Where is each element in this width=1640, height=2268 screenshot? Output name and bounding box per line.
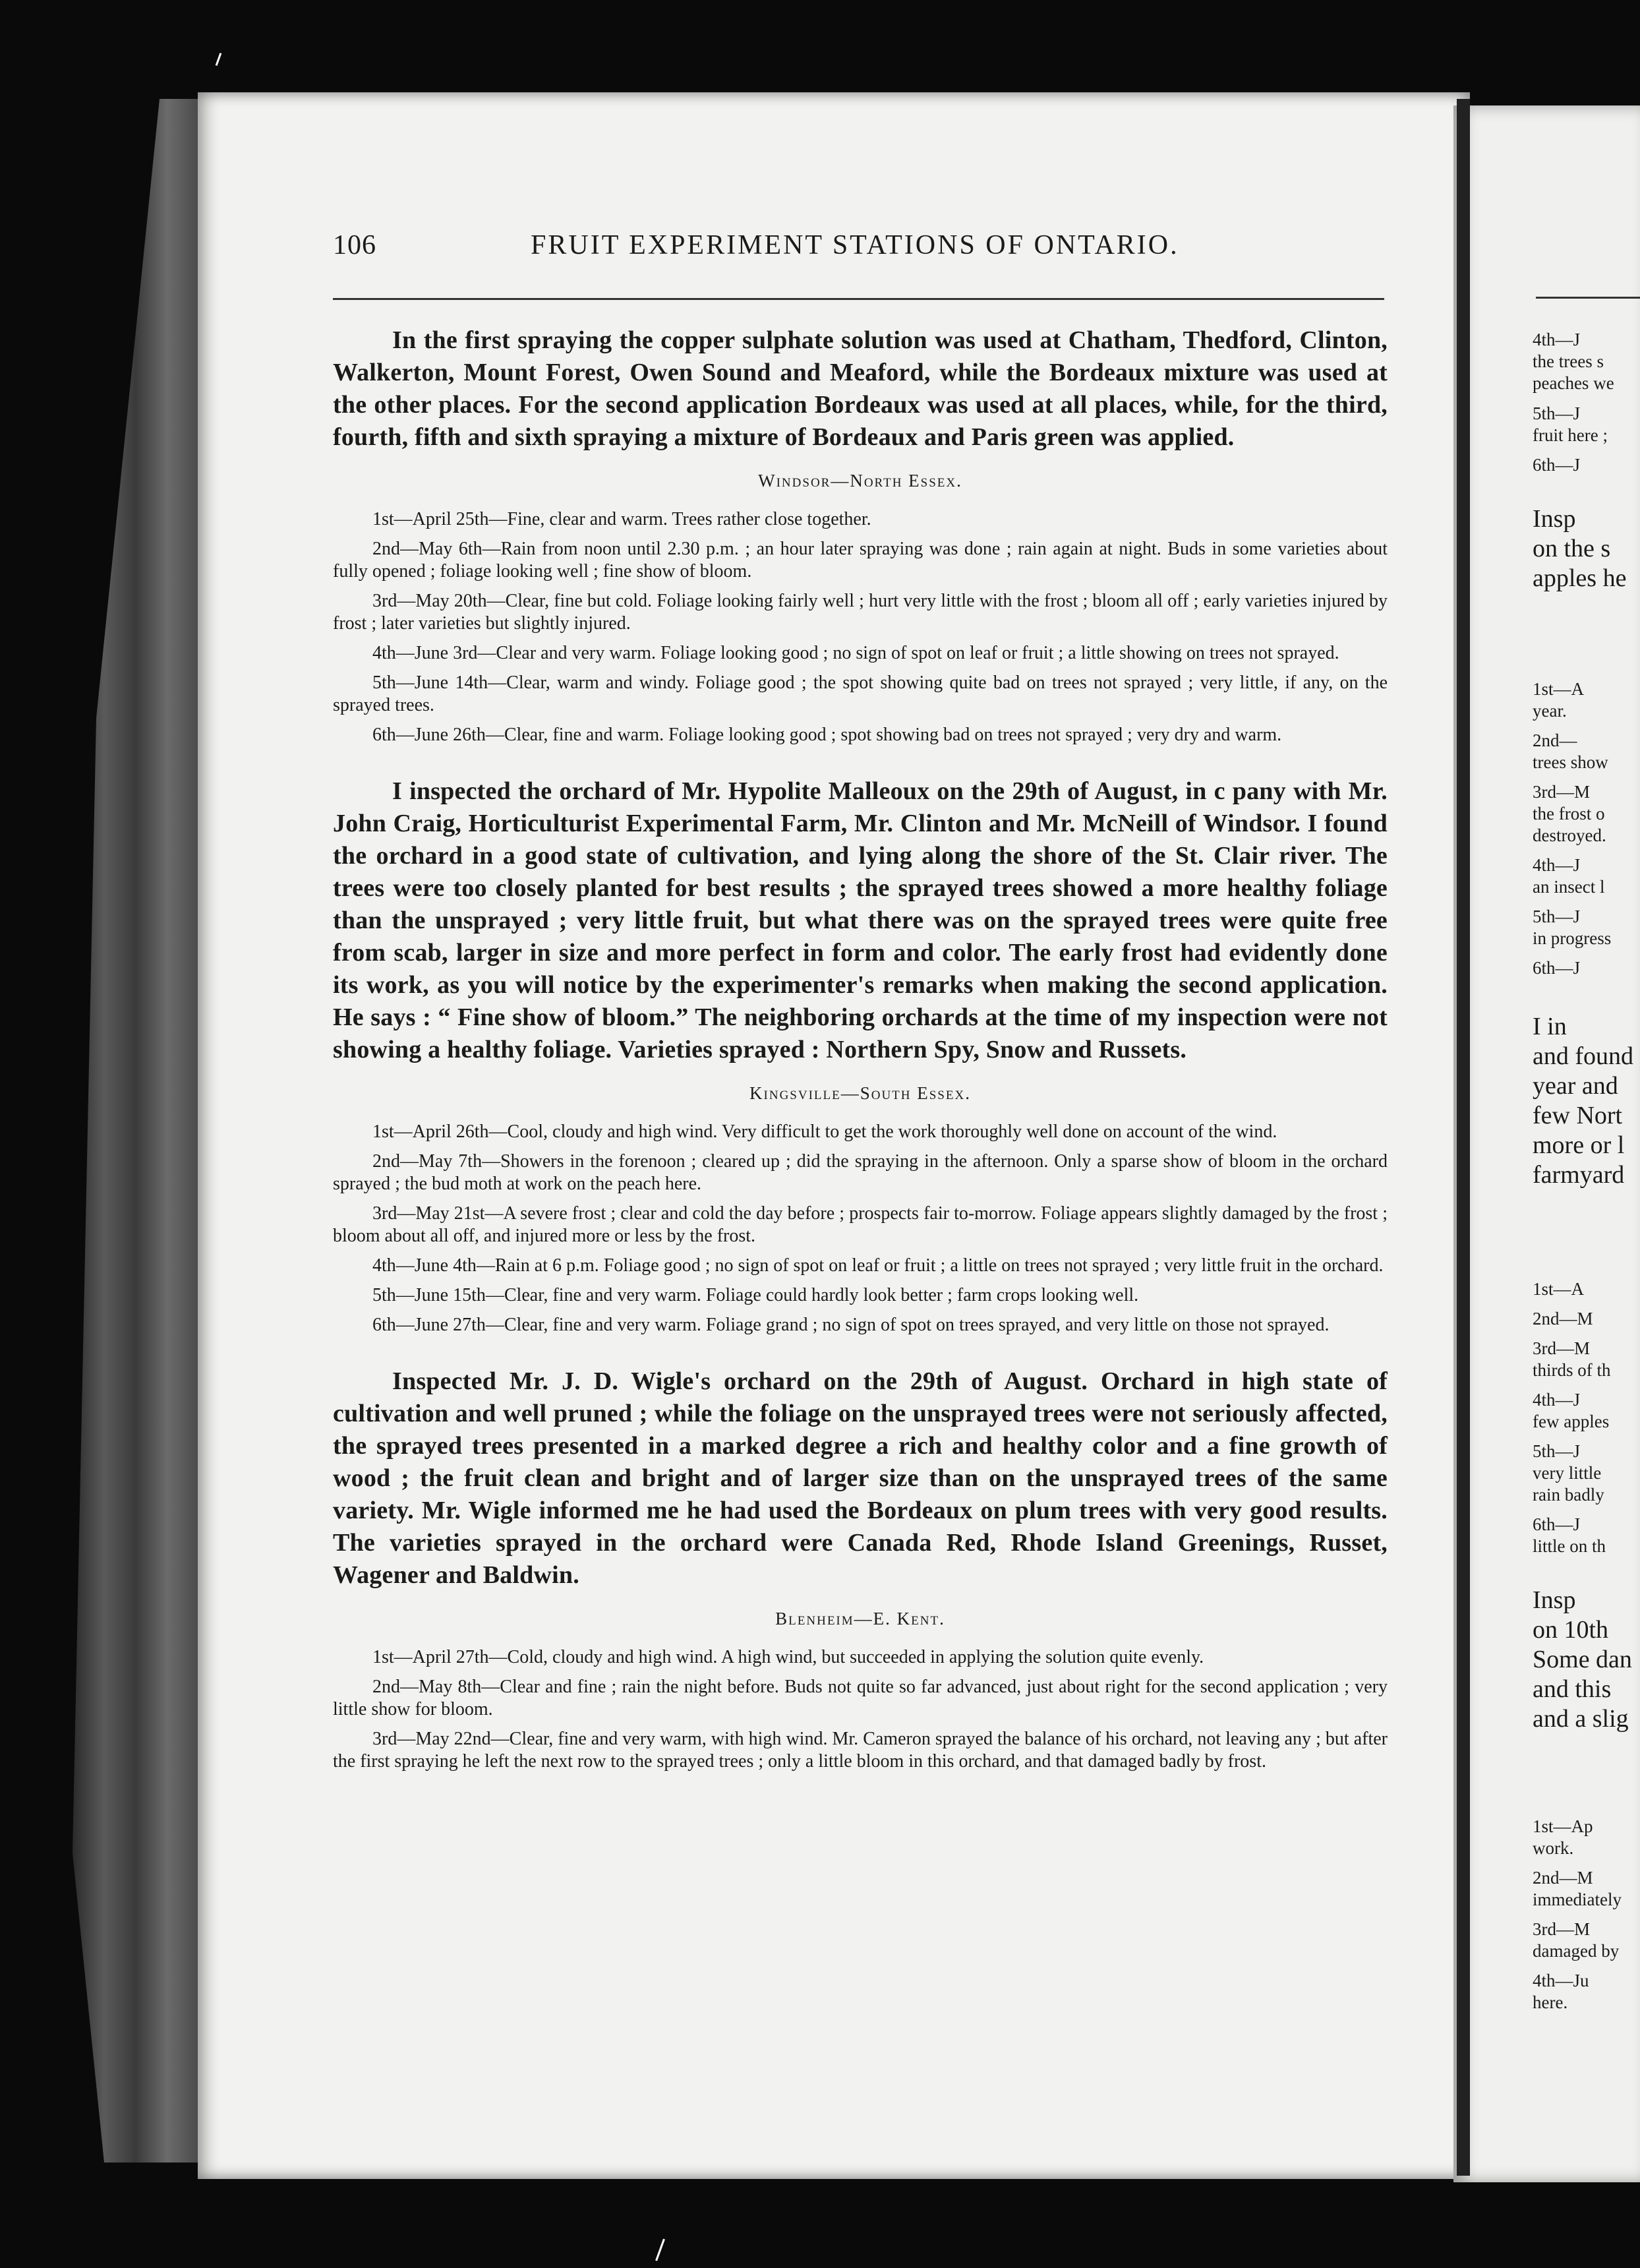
right-page-line: 4th—Ju [1533, 1971, 1589, 1990]
section-heading-kingsville: Kingsville—South Essex. [749, 1083, 971, 1103]
right-page-line: immediately [1533, 1890, 1622, 1909]
right-page-line: very little [1533, 1463, 1602, 1483]
kingsville-entries [333, 1121, 1388, 1336]
windsor-entries [333, 508, 1388, 746]
list-item: 5th—June 15th—Clear, fine and very warm. Foliage could hardly look better ; farm crops looking well. [372, 1285, 1139, 1305]
right-page-line: 4th—J [1533, 1390, 1581, 1410]
page-body [333, 324, 1388, 1802]
section-heading-windsor: Windsor—North Essex. [758, 471, 962, 491]
blenheim-entries [333, 1646, 1388, 1773]
right-page-line: and a slig [1533, 1705, 1629, 1733]
right-page-line: little on th [1533, 1536, 1606, 1556]
right-page-line: on the s [1533, 535, 1611, 562]
right-page-line: 1st—Ap [1533, 1816, 1593, 1836]
page-number: 106 [333, 230, 376, 260]
right-page-line: more or l [1533, 1131, 1625, 1159]
right-page-line: apples he [1533, 564, 1627, 592]
right-page-line: 1st—A [1533, 679, 1585, 699]
right-page-line: here. [1533, 1992, 1568, 2012]
intro-paragraph: In the first spraying the copper sulphate solution was used at Chatham, Thedford, Clinton, Walkerton, Mount Forest, Owen Sound and Meaford, while the Bordeaux mixture was used at the other places. For the second application Bordeaux was used at all places, while, for the third, fourth, fifth and sixth spraying a mixture of Bordeaux and Paris green was applied. [333, 326, 1388, 451]
list-item: 1st—April 26th—Cool, cloudy and high wind. Very difficult to get the work thoroughly well done on account of the wind. [372, 1121, 1277, 1142]
right-page-line: and found [1533, 1042, 1634, 1070]
section-heading-blenheim: Blenheim—E. Kent. [775, 1609, 945, 1628]
right-page-line: the trees s [1533, 351, 1604, 371]
right-page-line: work. [1533, 1838, 1574, 1858]
right-page-line: 1st—A [1533, 1279, 1585, 1299]
right-page-line: 6th—J [1533, 455, 1581, 475]
right-page-line: an insect l [1533, 877, 1605, 897]
list-item: 3rd—May 20th—Clear, fine but cold. Foliage looking fairly well ; hurt very little with the frost ; bloom all off ; early varieties injured by frost ; later varieties but slightly injured. [333, 591, 1388, 634]
right-page-line: thirds of th [1533, 1360, 1611, 1380]
list-item: 1st—April 25th—Fine, clear and warm. Trees rather close together. [372, 509, 871, 529]
right-page-line: Insp [1533, 1586, 1576, 1614]
right-page-line: Insp [1533, 505, 1576, 533]
list-item: 3rd—May 22nd—Clear, fine and very warm, with high wind. Mr. Cameron sprayed the balance of his orchard, not leaving any ; but after the first spraying he left the next row to the sprayed trees ; only a little bloom in this orchard, and that damaged badly by frost. [333, 1729, 1388, 1772]
right-page-line: 3rd—M [1533, 1919, 1590, 1939]
book-gutter [1457, 99, 1470, 2176]
windsor-report: I inspected the orchard of Mr. Hypolite Malleoux on the 29th of August, in c pany with Mr. John Craig, Horticulturist Experimental Farm, Mr. Clinton and Mr. McNeill of Windsor. I found the orchard in a good state of cultivation, and lying along the shore of the St. Clair river. The trees were too closely planted for best results ; the sprayed trees showed a more healthy foliage than the unsprayed ; very little fruit, but what there was on the sprayed trees were quite free from scab, larger in size and more perfect in form and color. The early frost had evidently done its work, as you will notice by the experimenter's remarks when making the second application. He says : “ Fine show of bloom.” The neighboring orchards at the time of my inspection were not showing a healthy foliage. Varieties sprayed : Northern Spy, Snow and Russets. [333, 777, 1388, 1063]
header-rule [333, 298, 1384, 300]
right-page-line: 6th—J [1533, 1514, 1581, 1534]
right-page-line: the frost o [1533, 804, 1605, 823]
right-page-line: rain badly [1533, 1485, 1604, 1505]
right-page-line: in progress [1533, 928, 1612, 948]
list-item: 3rd—May 21st—A severe frost ; clear and cold the day before ; prospects fair to-morrow. Foliage appears slightly damaged by the frost ; bloom about all off, and injured more or less by the frost. [333, 1203, 1388, 1246]
right-page-line: damaged by [1533, 1941, 1620, 1961]
right-page-line: and this [1533, 1675, 1612, 1703]
right-page-line: 4th—J [1533, 330, 1581, 349]
right-page-line: destroyed. [1533, 825, 1606, 845]
right-page-line: 2nd—M [1533, 1868, 1593, 1888]
right-page-line: year and [1533, 1072, 1618, 1100]
list-item: 2nd—May 6th—Rain from noon until 2.30 p.m. ; an hour later spraying was done ; rain again at night. Buds in some varieties about fully opened ; foliage looking well ; fine show of bloom. [333, 539, 1388, 582]
right-page-line: peaches we [1533, 373, 1614, 393]
list-item: 1st—April 27th—Cold, cloudy and high wind. A high wind, but succeeded in applying the solution quite evenly. [372, 1647, 1204, 1667]
right-page-line: 2nd—M [1533, 1309, 1593, 1328]
list-item: 2nd—May 8th—Clear and fine ; rain the night before. Buds not quite so far advanced, just about right for the second application ; very little show for bloom. [333, 1677, 1388, 1719]
right-page-line: fruit here ; [1533, 425, 1608, 445]
right-page-line: few apples [1533, 1412, 1610, 1431]
right-page-line: 3rd—M [1533, 1338, 1590, 1358]
running-title: FRUIT EXPERIMENT STATIONS OF ONTARIO. [531, 230, 1179, 260]
list-item: 6th—June 27th—Clear, fine and very warm. Foliage grand ; no sign of spot on trees sprayed, and very little on those not sprayed. [372, 1315, 1330, 1335]
right-page-line: trees show [1533, 752, 1608, 772]
right-page-line: few Nort [1533, 1102, 1623, 1129]
right-page-line: 6th—J [1533, 958, 1581, 978]
list-item: 6th—June 26th—Clear, fine and warm. Foliage looking good ; spot showing bad on trees not sprayed ; very dry and warm. [372, 725, 1282, 745]
right-page-line: Some dan [1533, 1646, 1632, 1673]
right-page-line: 3rd—M [1533, 782, 1590, 802]
right-page-line: on 10th [1533, 1616, 1609, 1644]
kingsville-report: Inspected Mr. J. D. Wigle's orchard on the 29th of August. Orchard in high state of cultivation and well pruned ; while the foliage on the unsprayed trees were not seriously affected, the sprayed trees presented in a marked degree a rich and healthy color and a fine growth of wood ; the fruit clean and bright and of larger size than on the unsprayed trees of the same variety. Mr. Wigle informed me he had used the Bordeaux on plum trees with very good results. The varieties sprayed in the orchard were Canada Red, Rhode Island Greenings, Russet, Wagener and Baldwin. [333, 1367, 1388, 1589]
right-page-rule [1536, 297, 1640, 299]
list-item: 4th—June 3rd—Clear and very warm. Foliage looking good ; no sign of spot on leaf or fruit ; a little showing on trees not sprayed. [372, 643, 1339, 663]
right-page-line: farmyard [1533, 1161, 1625, 1189]
scan-scratch [216, 53, 222, 66]
right-page-line: 5th—J [1533, 907, 1581, 926]
right-page-line: 5th—J [1533, 1441, 1581, 1461]
list-item: 2nd—May 7th—Showers in the forenoon ; cleared up ; did the spraying in the afternoon. Only a sparse show of bloom in the orchard sprayed ; the bud moth at work on the peach here. [333, 1151, 1388, 1194]
right-page-line: I in [1533, 1013, 1567, 1040]
right-page-line: 4th—J [1533, 855, 1581, 875]
right-page-line: 2nd— [1533, 731, 1577, 750]
right-page-line: year. [1533, 701, 1567, 721]
list-item: 5th—June 14th—Clear, warm and windy. Foliage good ; the spot showing quite bad on trees not sprayed ; very little, if any, on the sprayed trees. [333, 672, 1388, 715]
page-header [333, 229, 1236, 269]
scan-scratch [655, 2239, 665, 2261]
right-page-line: 5th—J [1533, 403, 1581, 423]
list-item: 4th—June 4th—Rain at 6 p.m. Foliage good ; no sign of spot on leaf or fruit ; a little on trees not sprayed ; very little fruit in the orchard. [372, 1255, 1384, 1276]
